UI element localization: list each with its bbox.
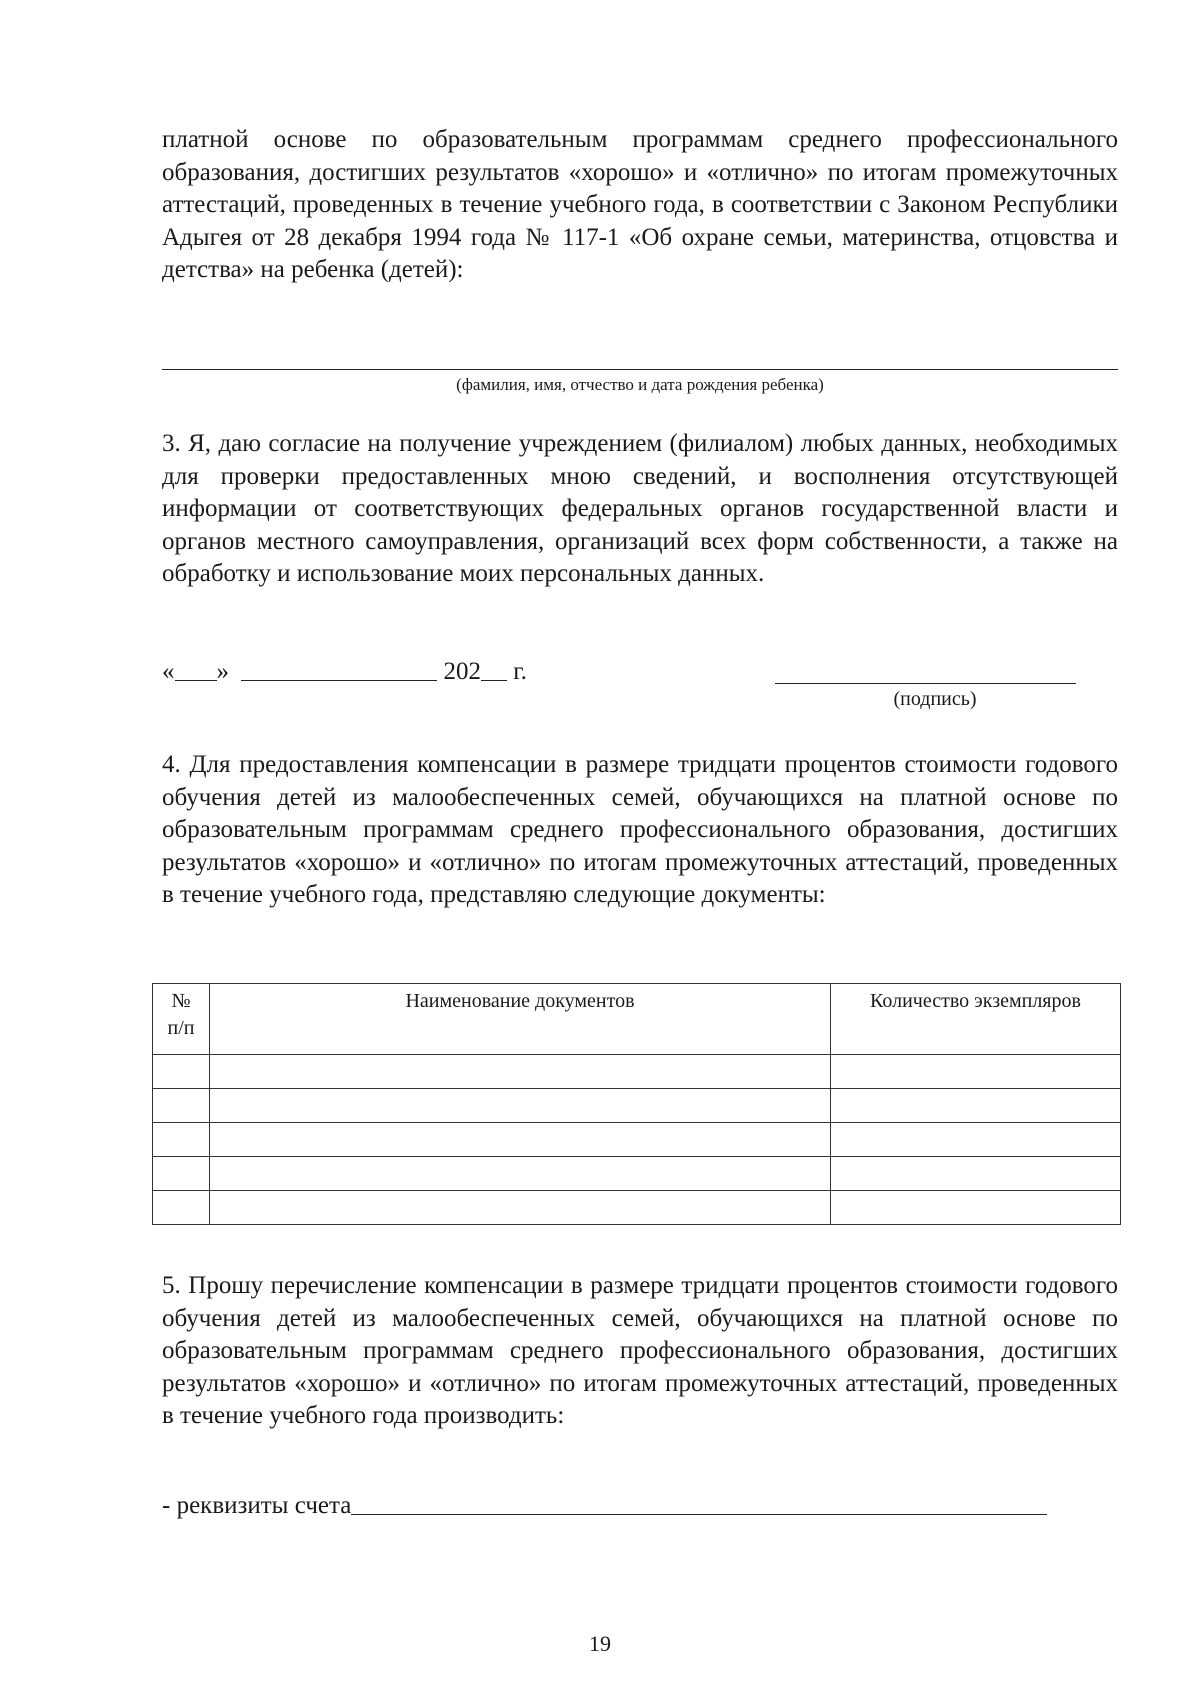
year-blank xyxy=(481,656,507,681)
row-number-cell[interactable] xyxy=(153,1191,210,1225)
documents-table xyxy=(152,983,1121,1225)
section-5-transfer: 5. Прошу перечисление компенсации в размере тридцати процентов стоимости годового обучения детей из малообеспеченных семей, обучающихся на платной основе по образовательным программам среднего профессионального образования, достигших результатов «хорошо» и «отлично» по итогам промежуточных аттестаций, проведенных в течение учебного года производить: xyxy=(162,1272,1118,1429)
date-line xyxy=(162,656,527,688)
child-name-caption: (фамилия, имя, отчество и дата рождения ребенка) xyxy=(456,375,824,394)
row-document-cell[interactable] xyxy=(210,1123,831,1157)
header-copies-count: Количество экземпляров xyxy=(831,984,1121,1055)
row-number-cell[interactable] xyxy=(153,1123,210,1157)
row-count-cell[interactable] xyxy=(831,1157,1121,1191)
row-document-cell[interactable] xyxy=(210,1191,831,1225)
table-row xyxy=(153,1157,1121,1191)
row-count-cell[interactable] xyxy=(831,1089,1121,1123)
row-count-cell[interactable] xyxy=(831,1123,1121,1157)
row-document-cell[interactable] xyxy=(210,1055,831,1089)
day-blank xyxy=(175,656,217,681)
table-row xyxy=(153,1123,1121,1157)
year-suffix: г. xyxy=(513,658,527,685)
page-number: 19 xyxy=(589,1631,611,1656)
header-number xyxy=(153,984,210,1055)
header-document-name: Наименование документов xyxy=(210,984,831,1055)
row-number-cell[interactable] xyxy=(153,1089,210,1123)
header-number-line2: п/п xyxy=(167,1017,195,1039)
table-row xyxy=(153,1089,1121,1123)
header-number-line1: № xyxy=(171,990,191,1012)
section-3-consent: 3. Я, даю согласие на получение учреждением (филиалом) любых данных, необходимых для проверки предоставленных мною сведений, и восполнения отсутствующей информации от соответствующих федеральных органов государственной власти и органов местного самоуправления, организаций всех форм собственности, а также на обработку и использование моих персональных данных. xyxy=(162,430,1118,587)
date-open-quote: « xyxy=(162,658,175,685)
account-line xyxy=(162,1490,1047,1522)
row-number-cell[interactable] xyxy=(153,1157,210,1191)
table-row xyxy=(153,1191,1121,1225)
row-count-cell[interactable] xyxy=(831,1191,1121,1225)
child-name-line xyxy=(162,369,1118,370)
row-document-cell[interactable] xyxy=(210,1157,831,1191)
month-blank xyxy=(241,656,437,681)
row-count-cell[interactable] xyxy=(831,1055,1121,1089)
row-number-cell[interactable] xyxy=(153,1055,210,1089)
year-prefix: 202 xyxy=(443,658,481,685)
intro-paragraph: платной основе по образовательным программам среднего профессионального образования, достигших результатов «хорошо» и «отлично» по итогам промежуточных аттестаций, проведенных в течение учебного года, в соответствии с Законом Республики Адыгея от 28 декабря 1994 года № 117-1 «Об охране семьи, материнства, отцовства и детства» на ребенка (детей): xyxy=(162,126,1118,283)
signature-line xyxy=(775,683,1076,684)
table-row xyxy=(153,1055,1121,1089)
date-close-quote: » xyxy=(216,658,229,685)
table-header-row xyxy=(153,984,1121,1055)
signature-caption: (подпись) xyxy=(893,688,977,710)
row-document-cell[interactable] xyxy=(210,1089,831,1123)
section-4-documents: 4. Для предоставления компенсации в размере тридцати процентов стоимости годового обучения детей из малообеспеченных семей, обучающихся на платной основе по образовательным программам среднего профессионального образования, достигших результатов «хорошо» и «отлично» по итогам промежуточных аттестаций, проведенных в течение учебного года, представляю следующие документы: xyxy=(162,751,1118,908)
account-label: - реквизиты счета xyxy=(162,1492,352,1519)
account-blank xyxy=(351,1490,1047,1515)
